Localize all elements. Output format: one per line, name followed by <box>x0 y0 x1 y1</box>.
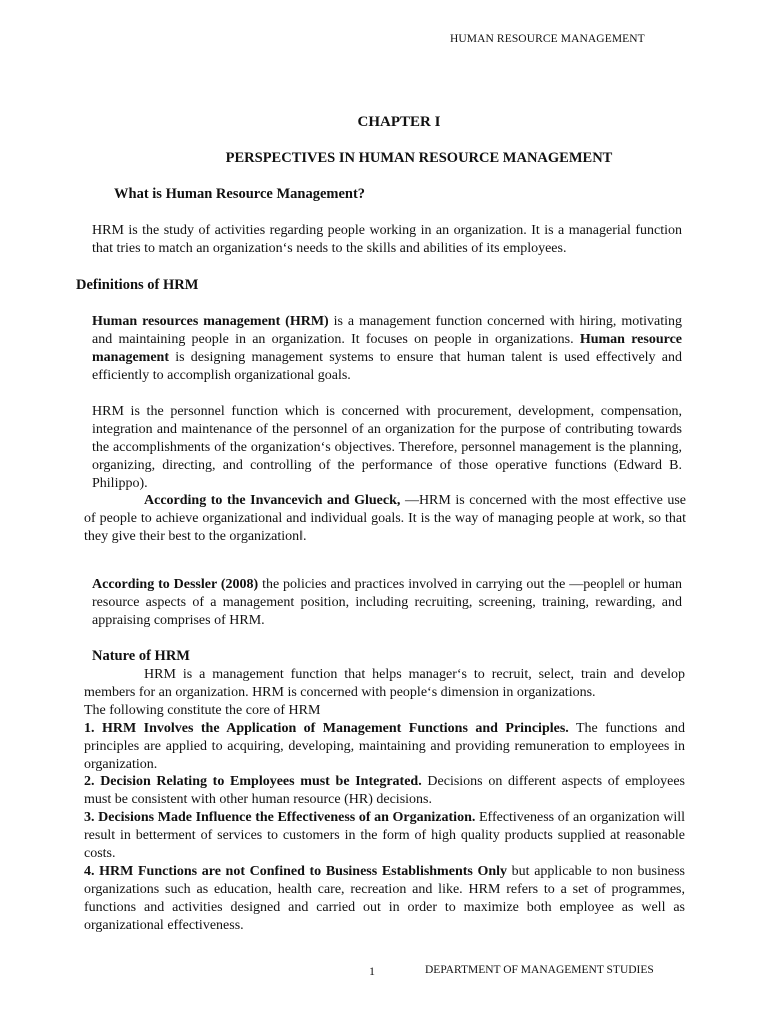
footer-department: DEPARTMENT OF MANAGEMENT STUDIES <box>425 964 654 976</box>
definition-text-4: the policies and practices involved in carrying out the ―people‖ or human resource aspects of a management position, including recruiting, screening, training, rewarding, and appraising comprises of HRM. <box>92 577 682 628</box>
nature-core-line: The following constitute the core of HRM <box>84 703 321 718</box>
nature-item-1-title: 1. HRM Involves the Application of Management Functions and Principles. <box>84 721 569 736</box>
nature-item-3 <box>84 809 685 863</box>
nature-item-1-text: The functions and principles are applied to acquiring, developing, maintaining and providing remuneration to employees in organization. <box>84 721 685 772</box>
section-heading-what-is-hrm: What is Human Resource Management? <box>114 186 366 202</box>
definition-paragraph-2: HRM is the personnel function which is concerned with procurement, development, compensation, integration and maintenance of the personnel of an organization for the purpose of contributing towards the accomplishments of the organization‘s objectives. Therefore, personnel management is the planning, organizing, directing, and controlling of the performance of those operative functions (Edward B. Philippo). <box>92 404 682 491</box>
nature-intro-text: HRM is a management function that helps manager‘s to recruit, select, train and develop members for an organization. HRM is concerned with people‘s dimension in organizations. <box>84 667 685 700</box>
running-header: HUMAN RESOURCE MANAGEMENT <box>450 33 645 45</box>
nature-item-2 <box>84 773 685 809</box>
term-human-resource-management: Human resource management <box>92 332 682 365</box>
definition-paragraph-4 <box>92 576 682 630</box>
nature-item-4-title: 4. HRM Functions are not Confined to Business Establishments Only <box>84 864 508 879</box>
citation-dessler: According to Dessler (2008) <box>92 577 259 592</box>
definition-text-1: is a management function concerned with hiring, motivating and maintaining people in an organization. It focuses on people in organizations. <box>92 314 682 347</box>
nature-item-1 <box>84 720 685 774</box>
chapter-number: CHAPTER I <box>357 114 441 130</box>
term-hrm: Human resources management (HRM) <box>92 314 329 329</box>
definition-text-3: ―HRM is concerned with the most effective use of people to achieve organizational and individual goals. It is the way of managing people at work, so that they give their best to the organization‖. <box>84 493 687 544</box>
nature-item-4 <box>84 863 685 935</box>
section-heading-nature: Nature of HRM <box>92 648 190 664</box>
citation-invancevich-glueck: According to the Invancevich and Glueck, <box>144 493 405 508</box>
chapter-title: PERSPECTIVES IN HUMAN RESOURCE MANAGEMENT <box>225 150 613 166</box>
intro-paragraph: HRM is the study of activities regarding people working in an organization. It is a managerial function that tries to match an organization‘s needs to the skills and abilities of its employees. <box>92 223 682 256</box>
nature-item-2-text: Decisions on different aspects of employees must be consistent with other human resource (HR) decisions. <box>84 774 685 807</box>
nature-item-3-text: Effectiveness of an organization will result in betterment of services to customers in the form of high quality products supplied at reasonable costs. <box>84 810 685 861</box>
nature-intro-paragraph <box>84 666 685 702</box>
definition-paragraph-3 <box>84 492 686 546</box>
definition-paragraph-1 <box>92 313 682 385</box>
definition-text-2: is designing management systems to ensure that human talent is used effectively and efficiently to accomplish organizational goals. <box>92 350 682 383</box>
nature-item-3-title: 3. Decisions Made Influence the Effectiveness of an Organization. <box>84 810 476 825</box>
nature-item-4-text: but applicable to non business organizations such as education, health care, recreation and like. HRM refers to a set of programmes, functions and activities designed and carried out in order to maximize both employee as well as organizational effectiveness. <box>84 864 685 933</box>
section-heading-definitions: Definitions of HRM <box>76 277 199 293</box>
page-number: 1 <box>369 964 375 978</box>
nature-item-2-title: 2. Decision Relating to Employees must be Integrated. <box>84 774 422 789</box>
